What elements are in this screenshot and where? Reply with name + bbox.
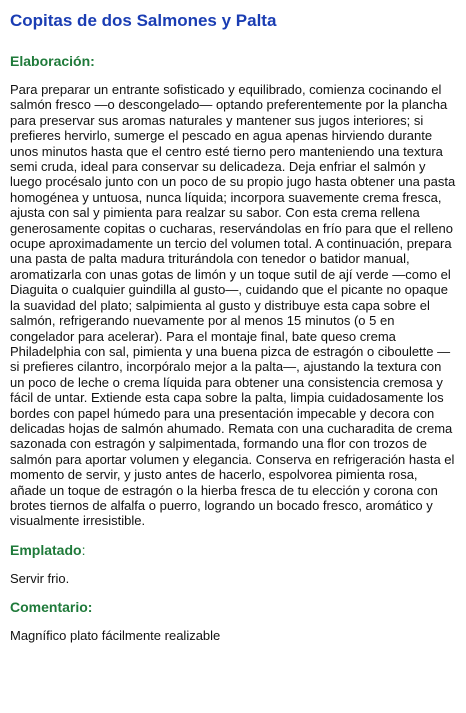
comment-heading: Comentario: xyxy=(10,599,93,616)
plating-heading-colon: : xyxy=(81,541,86,558)
elaboration-text: Para preparar un entrante sofisticado y equilibrado, comienza cocinando el salmón fresco —o descongelado— optando preferentemente por la plancha para preservar sus aromas naturales y mantener sus jugos interiores; si prefieres hervirlo, sumerge el pescado en agua apenas hirviendo durante unos minutos hasta que el centro esté tierno pero manteniendo una textura semi cruda, ideal para conservar su delicadeza. Deja enfriar el salmón y luego procésalo junto con un poco de su propio jugo hasta obtener una pasta homogénea y untuosa, nunca líquida; incorpora suavemente crema fresca, ajusta con sal y pimienta para realzar su sabor. Con esta crema rellena generosamente copitas o cucharas, reservándolas en frío para que el relleno ocupe aproximadamente un tercio del volumen total. A continuación, prepara una pasta de palta madura triturándola con tenedor o batidor manual, aromatizarla con unas gotas de limón y un toque sutil de ají verde —como el Diaguita o cualquier guindilla al gusto—, cuidando que el picante no opaque la suavidad del plato; salpimienta al gusto y distribuye esta capa sobre el salmón, refrigerando nuevamente por al menos 15 minutos (o 5 en congelador para acelerar). Para el montaje final, bate queso crema Philadelphia con sal, pimienta y una buena pizca de estragón o ciboulette —si prefieres cilantro, incorpóralo mejor a la palta—, ajustando la textura con un poco de leche o crema líquida para obtener una consistencia cremosa y fácil de untar. Extiende esta capa sobre la palta, limpia cuidadosamente los bordes con papel húmedo para una presentación impecable y decora con delicadas hojas de salmón ahumado. Remata con una cucharadita de crema sazonada con estragón y salpimentada, formando una flor con trozos de salmón para aportar volumen y elegancia. Conserva en refrigeración hasta el momento de servir, y justo antes de hacerlo, espolvorea pimienta rosa, añade un toque de estragón o la hierba fresca de tu elección y corona con brotes tiernos de alfalfa o puerro, logrando un bocado fresco, aromático y visualmente irresistible. xyxy=(10,82,456,529)
comment-text: Magnífico plato fácilmente realizable xyxy=(10,628,221,644)
elaboration-heading: Elaboración: xyxy=(10,53,95,69)
plating-heading: Emplatado xyxy=(10,541,82,558)
plating-heading-row xyxy=(10,541,457,559)
plating-text: Servir frio. xyxy=(10,570,70,586)
recipe-title: Copitas de dos Salmones y Palta xyxy=(10,11,277,30)
